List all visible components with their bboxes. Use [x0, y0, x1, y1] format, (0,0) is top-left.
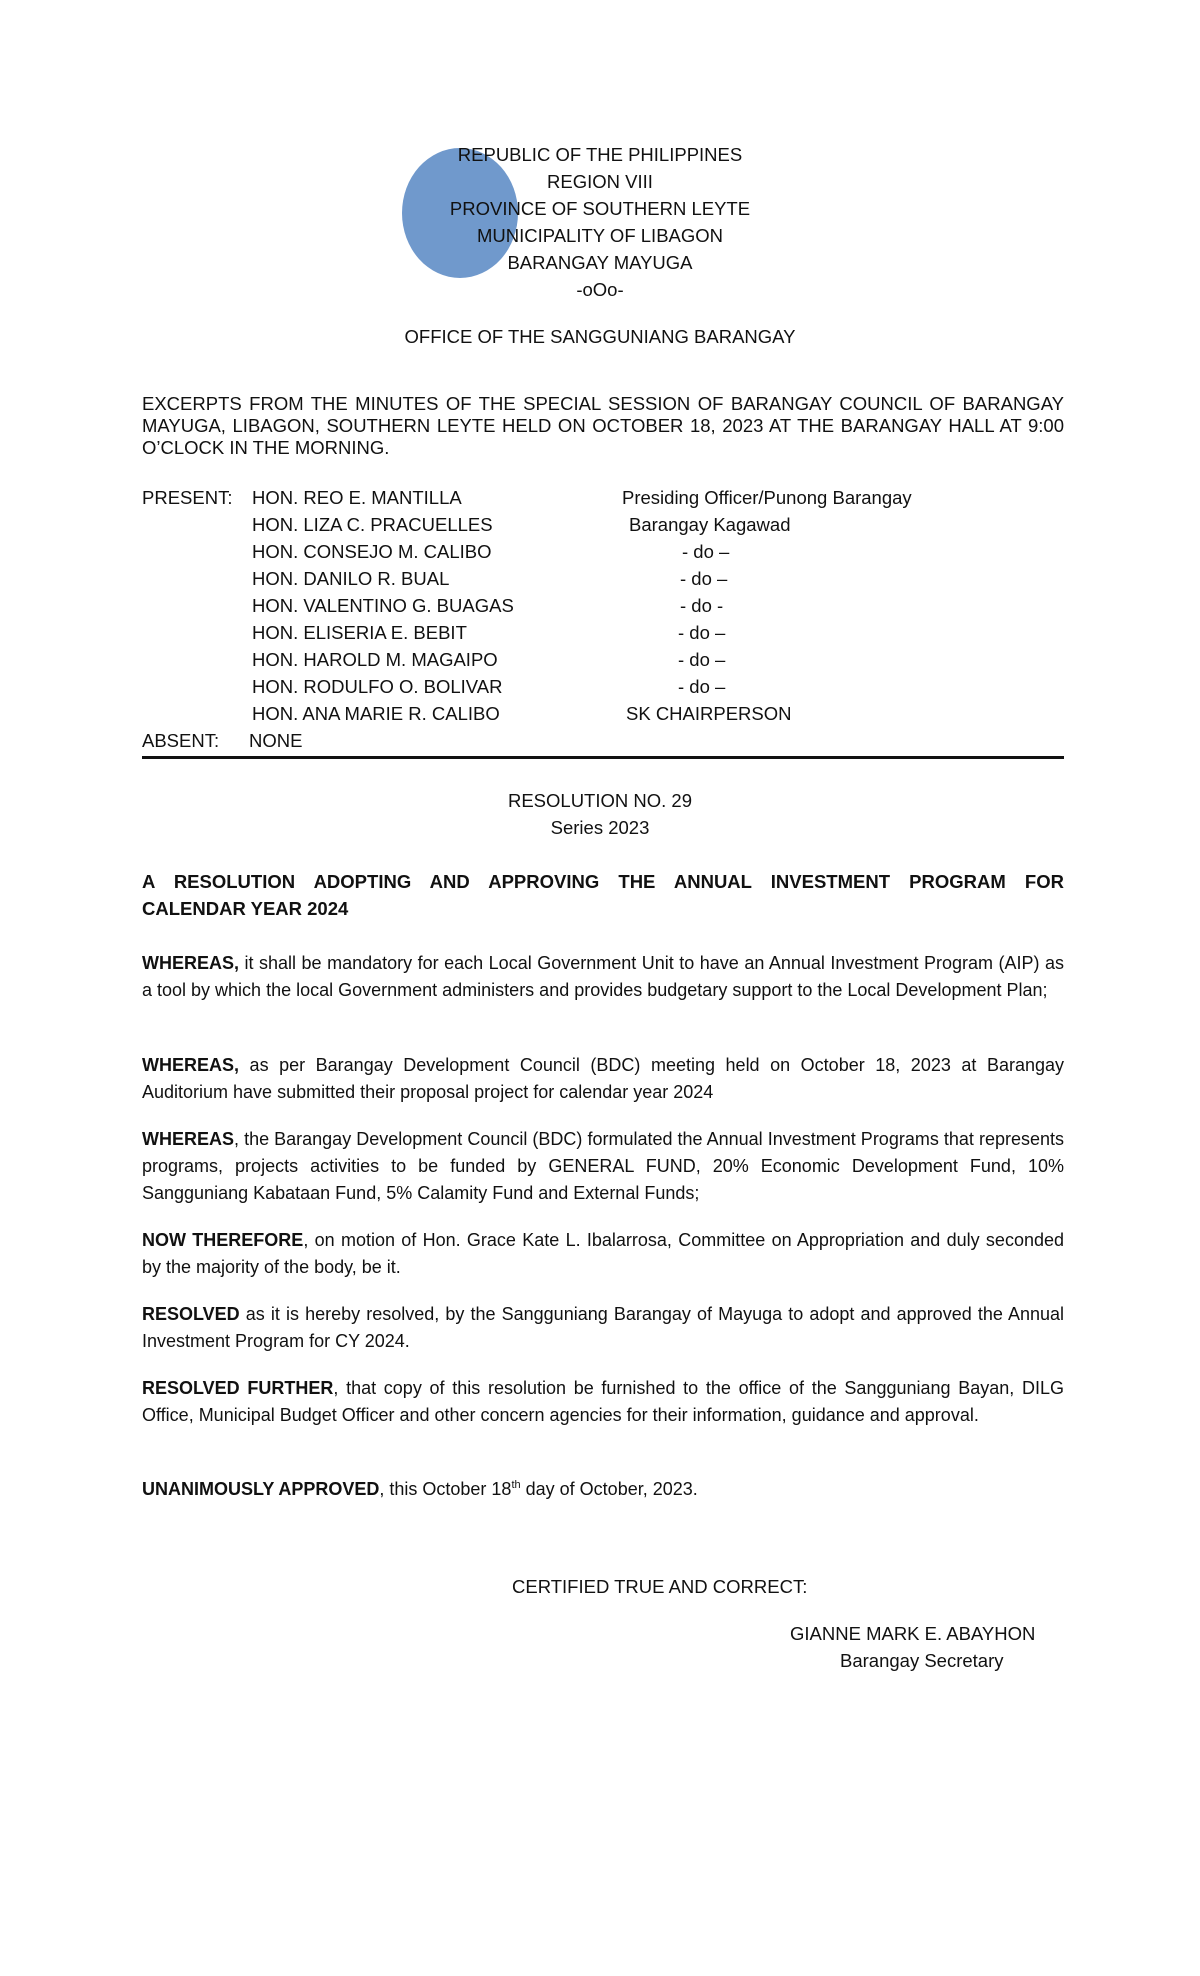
member-role: - do – — [678, 676, 726, 697]
member-name: HON. REO E. MANTILLA — [252, 487, 462, 508]
header-separator: -oOo- — [576, 279, 624, 300]
resolved-further-paragraph — [142, 1375, 1064, 1429]
present-label: PRESENT: — [142, 487, 233, 508]
secretary-title: Barangay Secretary — [840, 1650, 1004, 1671]
approval-text-b: day of October, 2023. — [520, 1479, 698, 1499]
paragraph-lead: RESOLVED — [142, 1304, 240, 1324]
member-role: SK CHAIRPERSON — [626, 703, 792, 724]
whereas-paragraph-2 — [142, 1052, 1064, 1106]
now-therefore-paragraph — [142, 1227, 1064, 1281]
member-role: Barangay Kagawad — [629, 514, 791, 535]
member-role: - do - — [680, 595, 724, 616]
member-name: HON. RODULFO O. BOLIVAR — [252, 676, 503, 697]
resolution-title-line1: A RESOLUTION ADOPTING AND APPROVING THE ANNUAL INVESTMENT PROGRAM FOR — [142, 871, 1064, 892]
member-name: HON. ELISERIA E. BEBIT — [252, 622, 467, 643]
member-name: HON. HAROLD M. MAGAIPO — [252, 649, 498, 670]
section-divider — [142, 756, 1064, 759]
paragraph-text: , the Barangay Development Council (BDC) formulated the Annual Investment Programs that represents programs, projects activities to be funded by GENERAL FUND, 20% Economic Development Fund, 10% Sangguniang Kabataan Fund, 5% Calamity Fund and External Funds; — [142, 1129, 1064, 1203]
whereas-paragraph-1 — [142, 950, 1064, 1004]
paragraph-lead: NOW THEREFORE — [142, 1230, 304, 1250]
member-name: HON. LIZA C. PRACUELLES — [252, 514, 493, 535]
member-role: - do – — [682, 541, 730, 562]
resolved-paragraph — [142, 1301, 1064, 1355]
paragraph-text: as per Barangay Development Council (BDC) meeting held on October 18, 2023 at Barangay Auditorium have submitted their proposal project for calendar year 2024 — [142, 1055, 1064, 1102]
member-name: HON. CONSEJO M. CALIBO — [252, 541, 492, 562]
header-line-region: REGION VIII — [547, 171, 653, 192]
header-line-province: PROVINCE OF SOUTHERN LEYTE — [449, 198, 751, 219]
minutes-excerpt: EXCERPTS FROM THE MINUTES OF THE SPECIAL SESSION OF BARANGAY COUNCIL OF BARANGAY MAYUGA, LIBAGON, SOUTHERN LEYTE HELD ON OCTOBER 18, 2023 AT THE BARANGAY HALL AT 9:00 O’CLOCK IN THE MORNING. — [142, 393, 1064, 458]
member-role: - do – — [678, 649, 726, 670]
member-name: HON. VALENTINO G. BUAGAS — [252, 595, 514, 616]
certification-label: CERTIFIED TRUE AND CORRECT: — [512, 1576, 808, 1597]
paragraph-lead: WHEREAS — [142, 1129, 235, 1149]
office-title: OFFICE OF THE SANGGUNIANG BARANGAY — [404, 326, 796, 347]
paragraph-text: , on motion of Hon. Grace Kate L. Ibalarrosa, Committee on Appropriation and duly seconded by the majority of the body, be it. — [142, 1230, 1065, 1277]
resolution-series: Series 2023 — [550, 817, 650, 838]
secretary-name: GIANNE MARK E. ABAYHON — [790, 1623, 1036, 1644]
paragraph-lead: RESOLVED FURTHER — [142, 1378, 334, 1398]
absent-value: NONE — [249, 730, 303, 751]
member-name: HON. DANILO R. BUAL — [252, 568, 450, 589]
approval-line — [142, 1476, 1064, 1503]
absent-label: ABSENT: — [142, 730, 220, 751]
member-role: Presiding Officer/Punong Barangay — [622, 487, 912, 508]
whereas-paragraph-3 — [142, 1126, 1064, 1207]
header-line-republic: REPUBLIC OF THE PHILIPPINES — [457, 144, 743, 165]
member-role: - do – — [680, 568, 728, 589]
member-role: - do – — [678, 622, 726, 643]
paragraph-lead: WHEREAS, — [142, 1055, 240, 1075]
paragraph-text: it shall be mandatory for each Local Government Unit to have an Annual Investment Program (AIP) as a tool by which the local Government administers and provides budgetary support to the Local Development Plan; — [142, 953, 1064, 1000]
approval-ordinal: th — [511, 1479, 521, 1491]
header-line-municipality: MUNICIPALITY OF LIBAGON — [476, 225, 724, 246]
resolution-title-line2: CALENDAR YEAR 2024 — [142, 898, 349, 919]
member-name: HON. ANA MARIE R. CALIBO — [252, 703, 500, 724]
approval-lead: UNANIMOUSLY APPROVED — [142, 1479, 380, 1499]
resolution-number: RESOLUTION NO. 29 — [507, 790, 692, 811]
paragraph-text: as it is hereby resolved, by the Sangguniang Barangay of Mayuga to adopt and approved the Annual Investment Program for CY 2024. — [142, 1304, 1064, 1351]
paragraph-lead: WHEREAS, — [142, 953, 240, 973]
paragraph-text: , that copy of this resolution be furnished to the office of the Sangguniang Bayan, DILG Office, Municipal Budget Officer and other concern agencies for their information, guidance and approval. — [142, 1378, 1064, 1425]
header-line-barangay: BARANGAY MAYUGA — [507, 252, 693, 273]
approval-text-a: , this October 18 — [379, 1479, 512, 1499]
